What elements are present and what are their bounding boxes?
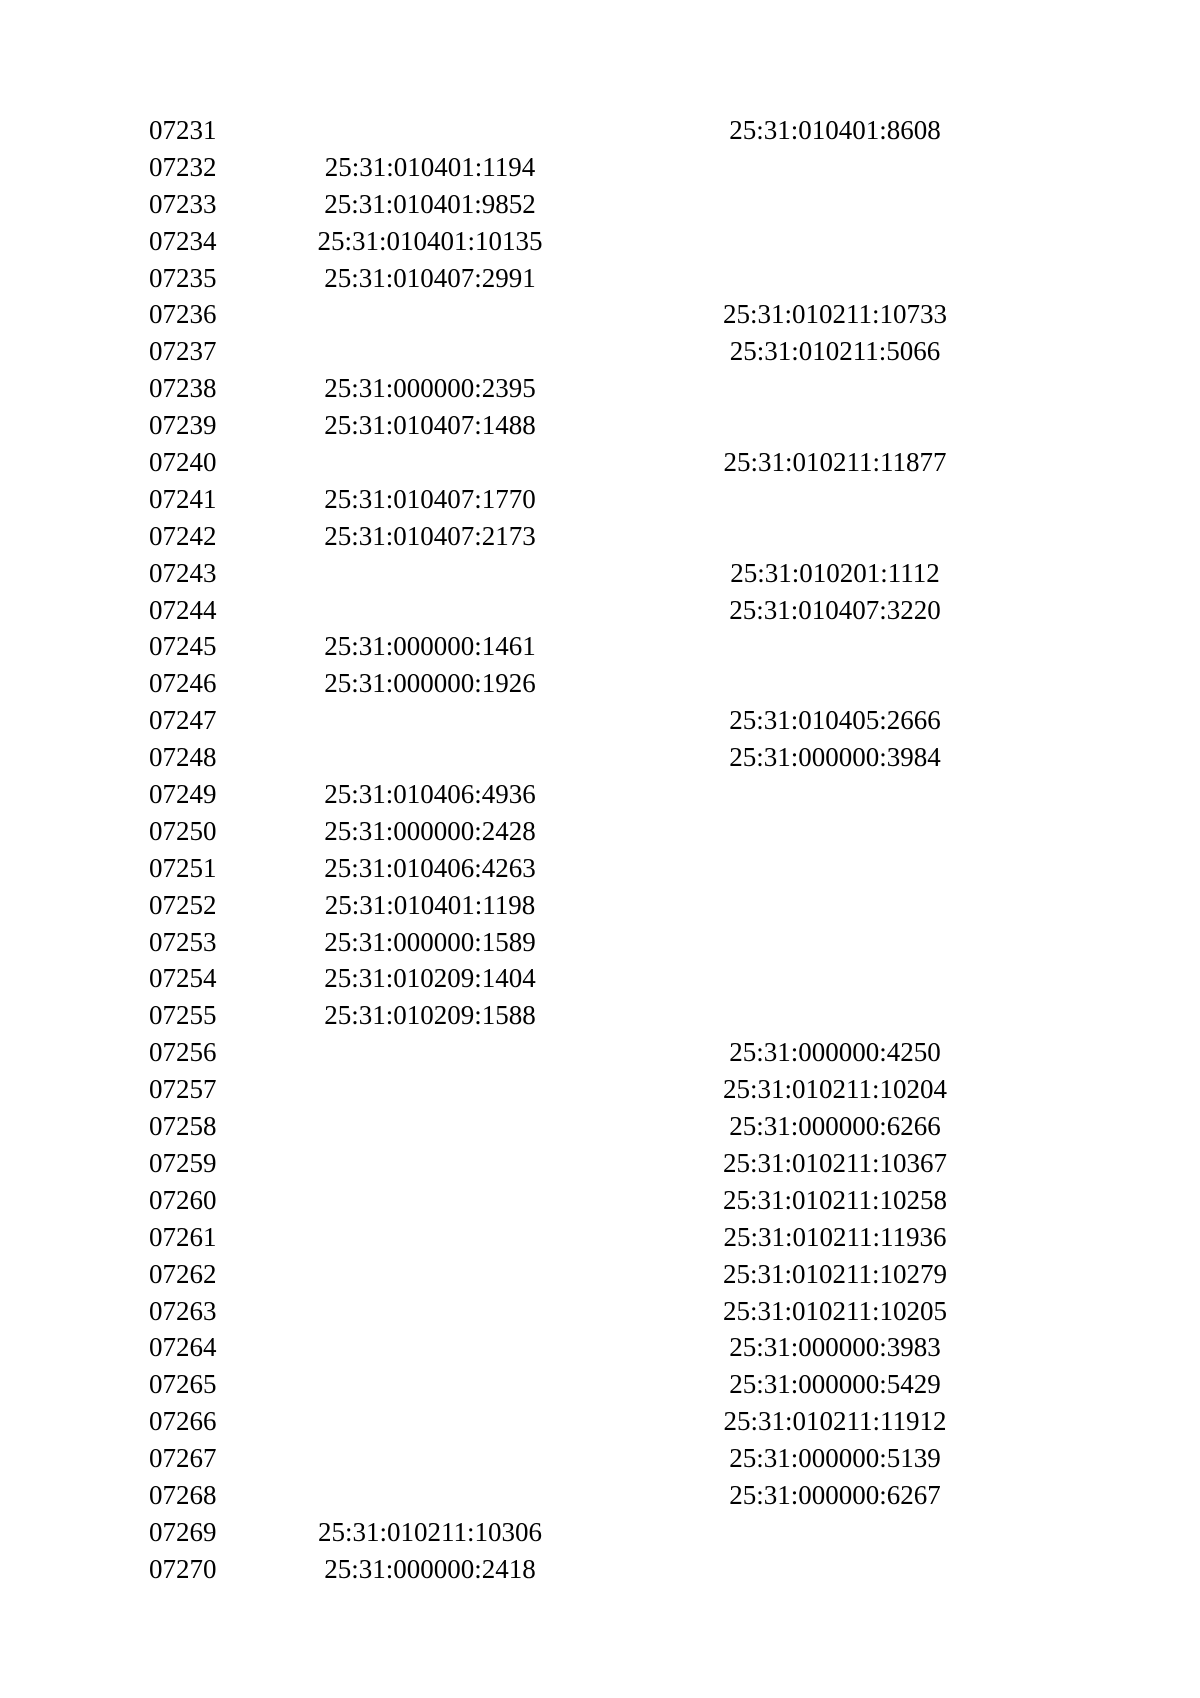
cadastral-number-col-2: [695, 628, 975, 665]
cadastral-number-col-1: [290, 112, 570, 149]
table-row: [0, 1514, 1200, 1551]
row-number: 07237: [149, 336, 217, 367]
cadastral-number-col-2: 25:31:000000:3984: [729, 742, 941, 773]
table-row: [0, 370, 1200, 407]
table-row: [0, 1108, 1200, 1145]
cadastral-number-col-1: [290, 1256, 570, 1293]
cadastral-number-col-1: [290, 1329, 570, 1366]
row-number: 07263: [149, 1295, 217, 1326]
cadastral-number-col-2: 25:31:010401:8608: [729, 115, 941, 145]
cadastral-number-col-1: 25:31:010407:1488: [324, 410, 536, 441]
table-row: [0, 1071, 1200, 1108]
row-number: 07262: [149, 1258, 217, 1289]
cadastral-number-col-2: 25:31:010211:10205: [722, 1295, 947, 1326]
row-number: 07253: [149, 926, 217, 957]
table-row: [0, 1403, 1200, 1440]
table-row: [0, 518, 1200, 555]
row-number: 07266: [149, 1406, 217, 1437]
cadastral-number-col-2: 25:31:010211:10367: [722, 1147, 947, 1178]
table-row: [0, 1219, 1200, 1256]
cadastral-number-col-1: 25:31:010406:4263: [324, 852, 536, 883]
row-number: 07260: [149, 1184, 217, 1215]
row-number: 07267: [149, 1443, 217, 1474]
cadastral-number-col-1: 25:31:000000:2418: [324, 1553, 536, 1584]
cadastral-number-col-2: [695, 887, 975, 924]
row-number: 07242: [149, 520, 217, 551]
table-row: [0, 112, 1200, 149]
cadastral-number-col-1: [290, 1403, 570, 1440]
cadastral-number-col-2: 25:31:010211:10258: [722, 1184, 947, 1215]
table-row: [0, 997, 1200, 1034]
row-number: 07240: [149, 447, 217, 478]
cadastral-number-col-2: [695, 1551, 975, 1588]
row-number: 07241: [149, 483, 217, 514]
row-number: 07258: [149, 1111, 217, 1142]
cadastral-number-col-1: 25:31:010209:1404: [324, 963, 536, 994]
cadastral-number-col-1: 25:31:000000:1461: [324, 631, 536, 662]
row-number: 07255: [149, 1000, 217, 1031]
cadastral-table: [0, 112, 1200, 1588]
cadastral-number-col-1: 25:31:010401:10135: [317, 225, 543, 256]
cadastral-number-col-2: 25:31:000000:3983: [729, 1332, 941, 1363]
table-row: [0, 739, 1200, 776]
table-row: [0, 1145, 1200, 1182]
cadastral-number-col-2: 25:31:000000:6266: [729, 1111, 941, 1142]
cadastral-number-col-1: 25:31:000000:2428: [324, 815, 536, 846]
table-row: [0, 1440, 1200, 1477]
table-row: [0, 813, 1200, 850]
cadastral-number-col-2: [695, 813, 975, 850]
cadastral-number-col-1: 25:31:010401:1198: [324, 889, 536, 920]
cadastral-number-col-2: 25:31:010201:1112: [730, 557, 940, 588]
table-row: [0, 1551, 1200, 1588]
table-row: [0, 592, 1200, 629]
row-number: 07265: [149, 1369, 217, 1400]
cadastral-number-col-1: 25:31:000000:1589: [324, 926, 536, 957]
row-number: 07233: [149, 188, 217, 219]
cadastral-number-col-2: [695, 223, 975, 260]
table-row: [0, 407, 1200, 444]
row-number: 07239: [149, 410, 217, 441]
table-row: [0, 333, 1200, 370]
table-row: [0, 555, 1200, 592]
table-row: [0, 887, 1200, 924]
table-row: [0, 924, 1200, 961]
table-row: [0, 628, 1200, 665]
cadastral-number-col-1: [290, 444, 570, 481]
table-row: [0, 149, 1200, 186]
cadastral-number-col-1: 25:31:010211:10306: [317, 1516, 542, 1547]
table-row: [0, 1293, 1200, 1330]
cadastral-number-col-2: [695, 850, 975, 887]
row-number: 07231: [149, 115, 217, 145]
row-number: 07248: [149, 742, 217, 773]
cadastral-number-col-1: [290, 1366, 570, 1403]
cadastral-number-col-1: 25:31:010406:4936: [324, 779, 536, 810]
cadastral-number-col-1: [290, 1219, 570, 1256]
cadastral-number-col-2: [695, 960, 975, 997]
cadastral-number-col-2: [695, 407, 975, 444]
row-number: 07238: [149, 373, 217, 404]
cadastral-number-col-1: [290, 333, 570, 370]
table-row: [0, 960, 1200, 997]
cadastral-number-col-2: [695, 481, 975, 518]
table-row: [0, 1366, 1200, 1403]
cadastral-number-col-2: [695, 665, 975, 702]
cadastral-number-col-1: 25:31:010401:1194: [324, 151, 536, 182]
row-number: 07243: [149, 557, 217, 588]
table-row: [0, 1034, 1200, 1071]
cadastral-number-col-1: [290, 1108, 570, 1145]
table-row: [0, 296, 1200, 333]
cadastral-number-col-2: 25:31:000000:6267: [729, 1479, 941, 1510]
cadastral-number-col-2: 25:31:010211:5066: [729, 336, 941, 367]
row-number: 07254: [149, 963, 217, 994]
row-number: 07244: [149, 594, 217, 625]
cadastral-number-col-1: [290, 702, 570, 739]
table-row: [0, 1329, 1200, 1366]
cadastral-number-col-2: 25:31:000000:5139: [729, 1443, 941, 1474]
cadastral-number-col-1: 25:31:010407:2991: [324, 262, 536, 293]
row-number: 07234: [149, 225, 217, 256]
row-number: 07257: [149, 1074, 217, 1105]
cadastral-number-col-1: 25:31:010209:1588: [324, 1000, 536, 1031]
table-row: [0, 1182, 1200, 1219]
cadastral-number-col-2: [695, 260, 975, 297]
cadastral-number-col-1: [290, 1034, 570, 1071]
table-row: [0, 223, 1200, 260]
row-number: 07261: [149, 1221, 217, 1252]
row-number: 07232: [149, 151, 217, 182]
cadastral-number-col-1: [290, 1145, 570, 1182]
cadastral-number-col-1: 25:31:010401:9852: [324, 188, 536, 219]
cadastral-number-col-2: [695, 370, 975, 407]
table-row: [0, 444, 1200, 481]
cadastral-number-col-2: 25:31:000000:4250: [729, 1037, 941, 1068]
cadastral-number-col-1: [290, 592, 570, 629]
cadastral-number-col-2: 25:31:010211:11912: [723, 1406, 947, 1437]
row-number: 07256: [149, 1037, 217, 1068]
cadastral-number-col-1: [290, 1182, 570, 1219]
row-number: 07236: [149, 299, 217, 330]
cadastral-number-col-2: 25:31:010211:10204: [722, 1074, 947, 1105]
row-number: 07268: [149, 1479, 217, 1510]
row-number: 07259: [149, 1147, 217, 1178]
cadastral-number-col-2: [695, 149, 975, 186]
table-row: [0, 665, 1200, 702]
cadastral-number-col-1: [290, 1440, 570, 1477]
cadastral-number-col-2: [695, 1514, 975, 1551]
cadastral-number-col-2: 25:31:010211:10279: [722, 1258, 947, 1289]
cadastral-number-col-2: 25:31:000000:5429: [729, 1369, 941, 1400]
row-number: 07246: [149, 668, 217, 699]
row-number: 07252: [149, 889, 217, 920]
table-row: [0, 260, 1200, 297]
cadastral-number-col-1: [290, 1293, 570, 1330]
cadastral-number-col-1: 25:31:010407:1770: [324, 483, 536, 514]
cadastral-number-col-2: 25:31:010407:3220: [729, 594, 941, 625]
cadastral-number-col-1: 25:31:000000:2395: [324, 373, 536, 404]
row-number: 07264: [149, 1332, 217, 1363]
cadastral-number-col-1: [290, 555, 570, 592]
cadastral-number-col-1: 25:31:000000:1926: [324, 668, 536, 699]
cadastral-number-col-1: [290, 1071, 570, 1108]
cadastral-number-col-2: [695, 924, 975, 961]
row-number: 07245: [149, 631, 217, 662]
cadastral-number-col-2: [695, 776, 975, 813]
row-number: 07250: [149, 815, 217, 846]
cadastral-number-col-2: [695, 186, 975, 223]
table-row: [0, 702, 1200, 739]
row-number: 07269: [149, 1516, 217, 1547]
cadastral-number-col-1: [290, 739, 570, 776]
cadastral-number-col-1: 25:31:010407:2173: [324, 520, 536, 551]
row-number: 07251: [149, 852, 217, 883]
cadastral-number-col-2: 25:31:010211:11936: [723, 1221, 947, 1252]
table-row: [0, 1256, 1200, 1293]
row-number: 07270: [149, 1553, 217, 1584]
table-row: [0, 776, 1200, 813]
table-row: [0, 1477, 1200, 1514]
cadastral-number-col-2: [695, 518, 975, 555]
row-number: 07247: [149, 705, 217, 736]
table-row: [0, 186, 1200, 223]
cadastral-number-col-2: 25:31:010405:2666: [729, 705, 941, 736]
cadastral-number-col-2: 25:31:010211:10733: [722, 299, 947, 330]
row-number: 07249: [149, 779, 217, 810]
cadastral-number-col-2: 25:31:010211:11877: [723, 447, 947, 478]
table-row: [0, 481, 1200, 518]
cadastral-number-col-1: [290, 1477, 570, 1514]
cadastral-number-col-2: [695, 997, 975, 1034]
row-number: 07235: [149, 262, 217, 293]
table-row: [0, 850, 1200, 887]
cadastral-number-col-1: [290, 296, 570, 333]
